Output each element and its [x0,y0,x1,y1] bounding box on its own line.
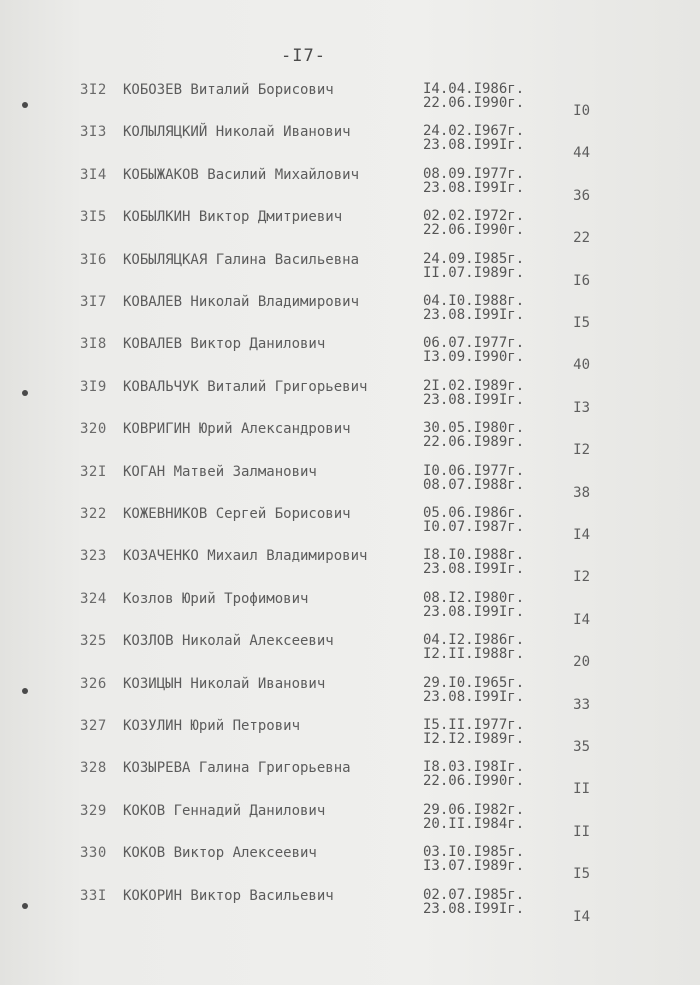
entry-date-start: 08.09.I977г. [423,165,525,182]
entry-name: КОВАЛЬЧУК Виталий Григорьевич [123,378,368,395]
entry-count: I6 [573,272,590,289]
entry-number: 3I7 [80,294,107,310]
entry-name: КОЗИЦЫН Николай Иванович [123,675,326,692]
entry-date-start: I8.I0.I988г. [423,547,525,564]
entry-number: 324 [80,590,107,607]
entry-date-end: 23.08.I99Iг. [423,603,525,620]
entry-count: 33 [573,696,590,713]
entry-date-end: II.07.I989г. [423,264,525,281]
entry-dates [423,82,524,110]
entry-dates [423,252,524,280]
entry-count: I4 [573,908,590,925]
entry-name: КОЗЛОВ Николай Алексеевич [123,633,334,650]
entry-name: КОКОВ Виктор Алексеевич [123,845,317,862]
entry-dates [423,591,524,619]
entry-number: 32I [80,463,107,480]
list-item [0,82,700,122]
entry-name: КОБОЗЕВ Виталий Борисович [123,82,334,98]
entry-count: I5 [573,866,590,883]
entry-date-end: 08.07.I988г. [423,476,525,493]
list-item [0,548,700,588]
entry-dates [423,464,524,492]
entry-date-start: 29.06.I982г. [423,801,525,818]
entry-number: 322 [80,506,107,522]
entry-number: 3I8 [80,336,107,353]
entry-date-start: 2I.02.I989г. [423,377,525,394]
list-item [0,167,700,207]
list-item [0,209,700,249]
entry-date-end: 23.08.I99Iг. [423,137,525,154]
entry-dates [423,760,524,788]
entry-number: 327 [80,718,107,734]
entry-count: I0 [573,103,590,119]
entry-dates [423,421,524,449]
entry-name: КОБЫЖАКОВ Василий Михайлович [123,166,360,183]
entry-number: 3I9 [80,378,107,395]
entry-name: КОЛЫЛЯЦКИЙ Николай Иванович [123,124,351,141]
entry-date-end: I2.II.I988г. [423,646,525,663]
entry-count: 35 [573,739,590,755]
entry-count: I4 [573,611,590,628]
entry-number: 330 [80,845,107,862]
entry-date-end: 22.06.I990г. [423,95,525,111]
list-item [0,760,700,800]
list-item [0,676,700,716]
entry-date-start: 30.05.I980г. [423,420,525,437]
list-item [0,294,700,334]
entry-date-start: I4.04.I986г. [423,81,525,97]
entry-date-start: 24.02.I967г. [423,123,525,140]
entry-count: I3 [573,399,590,416]
entry-number: 3I4 [80,166,107,183]
entry-count: 44 [573,145,590,162]
entry-date-start: 02.02.I972г. [423,208,525,225]
entry-date-start: 29.I0.I965г. [423,674,525,691]
entry-date-end: 22.06.I989г. [423,434,525,451]
entry-date-end: 23.08.I99Iг. [423,307,525,323]
entry-dates [423,336,524,364]
entry-dates [423,294,524,322]
entry-dates [423,209,524,237]
entry-date-start: 04.I0.I988г. [423,293,525,309]
entry-number: 323 [80,548,107,565]
entry-count: II [573,823,590,840]
entry-dates [423,803,524,831]
entry-count: I2 [573,442,590,459]
list-item [0,421,700,461]
entry-date-end: 23.08.I99Iг. [423,391,525,408]
entry-number: 3I6 [80,251,107,268]
entry-name: КОВАЛЕВ Николай Владимирович [123,294,360,310]
entry-dates [423,676,524,704]
entry-name: КОБЫЛЯЦКАЯ Галина Васильевна [123,251,360,268]
list-item [0,803,700,843]
entry-number: 328 [80,760,107,777]
entry-date-start: 05.06.I986г. [423,505,525,521]
entry-date-end: I0.07.I987г. [423,519,525,535]
list-item [0,718,700,758]
entry-dates [423,548,524,576]
page-number: -I7- [281,46,326,66]
list-item [0,633,700,673]
list-item [0,888,700,928]
list-item [0,252,700,292]
entry-number: 33I [80,887,107,904]
list-item [0,124,700,164]
entry-date-start: 03.I0.I985г. [423,844,525,861]
entry-name: КОВАЛЕВ Виктор Данилович [123,336,326,353]
list-item [0,591,700,631]
entry-count: 40 [573,357,590,374]
entry-date-end: 23.08.I99Iг. [423,688,525,705]
entry-number: 329 [80,802,107,819]
entry-count: 22 [573,230,590,247]
entry-count: 38 [573,484,590,501]
entry-count: I5 [573,315,590,331]
entry-dates [423,167,524,195]
entry-date-end: I3.09.I990г. [423,349,525,366]
entry-name: КОКОВ Геннадий Данилович [123,802,326,819]
entry-count: 20 [573,654,590,671]
entry-dates [423,845,524,873]
entry-date-end: 23.08.I99Iг. [423,179,525,196]
entry-date-start: 08.I2.I980г. [423,589,525,606]
entry-number: 320 [80,421,107,438]
entry-date-start: I5.II.I977г. [423,717,525,733]
entry-number: 3I3 [80,124,107,141]
list-item [0,845,700,885]
entry-date-end: 22.06.I990г. [423,773,525,790]
entry-dates [423,718,524,746]
entry-name: КОЗЫРЕВА Галина Григорьевна [123,760,351,777]
entry-name: КОГАН Матвей Залманович [123,463,317,480]
entry-count: I4 [573,527,590,543]
entry-count: I2 [573,569,590,586]
list-item [0,336,700,376]
entry-date-start: 02.07.I985г. [423,886,525,903]
entry-name: КОКОРИН Виктор Васильевич [123,887,334,904]
entry-dates [423,888,524,916]
entry-date-start: 24.09.I985г. [423,250,525,267]
entry-name: КОБЫЛКИН Виктор Дмитриевич [123,209,343,226]
list-item [0,464,700,504]
entry-dates [423,506,524,534]
entry-date-start: I0.06.I977г. [423,462,525,479]
list-item [0,506,700,546]
entry-count: 36 [573,187,590,204]
entry-dates [423,124,524,152]
entry-name: КОВРИГИН Юрий Александрович [123,421,351,438]
entry-name: КОЗАЧЕНКО Михаил Владимирович [123,548,368,565]
list-item [0,379,700,419]
entry-dates [423,633,524,661]
entry-date-end: 20.II.I984г. [423,815,525,832]
entry-name: КОЖЕВНИКОВ Сергей Борисович [123,506,351,522]
entry-date-end: 22.06.I990г. [423,222,525,239]
entry-name: КОЗУЛИН Юрий Петрович [123,718,301,734]
entry-number: 325 [80,633,107,650]
entry-date-end: I3.07.I989г. [423,858,525,875]
entry-number: 3I5 [80,209,107,226]
entry-date-end: 23.08.I99Iг. [423,561,525,578]
entry-date-start: 06.07.I977г. [423,335,525,352]
entry-number: 3I2 [80,82,107,98]
entry-date-end: 23.08.I99Iг. [423,900,525,917]
entry-dates [423,379,524,407]
entry-number: 326 [80,675,107,692]
entry-name: Козлов Юрий Трофимович [123,590,309,607]
entry-date-end: I2.I2.I989г. [423,731,525,747]
entry-count: II [573,781,590,798]
entry-date-start: I8.03.I98Iг. [423,759,525,776]
entry-date-start: 04.I2.I986г. [423,632,525,649]
